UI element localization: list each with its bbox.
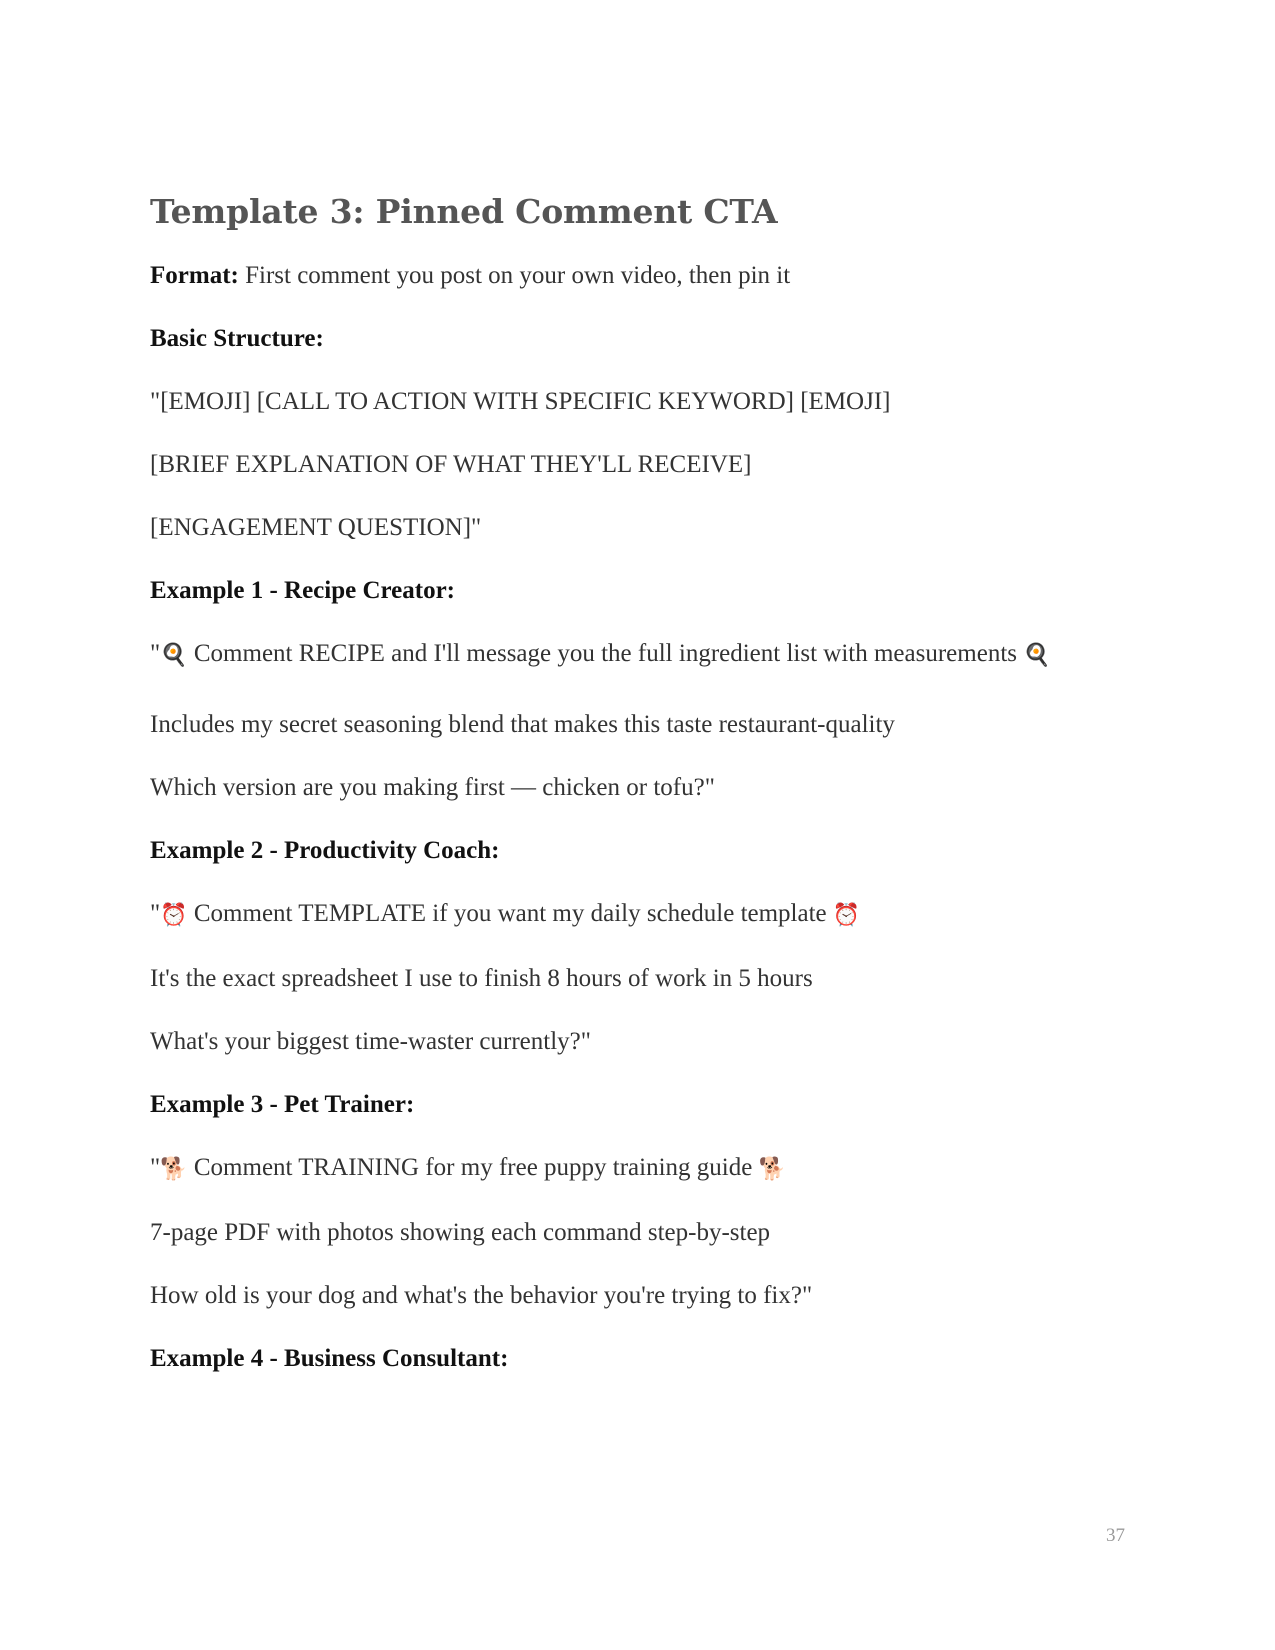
quote-mark: " bbox=[150, 640, 161, 667]
structure-line-question: [ENGAGEMENT QUESTION]" bbox=[150, 514, 482, 541]
example-1-question: Which version are you making first — chicken or tofu?" bbox=[150, 774, 715, 801]
example-1-detail: Includes my secret seasoning blend that makes this taste restaurant-quality bbox=[150, 711, 895, 738]
page-number: 37 bbox=[1106, 1525, 1125, 1546]
frying-pan-icon: 🍳 bbox=[160, 643, 188, 668]
example-3-detail: 7-page PDF with photos showing each command step-by-step bbox=[150, 1219, 771, 1246]
format-text: First comment you post on your own video, then pin it bbox=[238, 262, 791, 289]
dog-icon: 🐕 bbox=[758, 1157, 786, 1182]
basic-structure-heading: Basic Structure: bbox=[150, 325, 324, 352]
example-2-question: What's your biggest time-waster currently?" bbox=[150, 1028, 591, 1055]
document-page bbox=[150, 190, 1125, 1406]
frying-pan-icon: 🍳 bbox=[1023, 643, 1051, 668]
dog-icon: 🐕 bbox=[160, 1157, 188, 1182]
example-4-heading: Example 4 - Business Consultant: bbox=[150, 1345, 509, 1372]
example-1-cta-text: Comment RECIPE and I'll message you the full ingredient list with measurements bbox=[187, 640, 1024, 667]
example-2-detail: It's the exact spreadsheet I use to finish 8 hours of work in 5 hours bbox=[150, 965, 813, 992]
quote-mark: " bbox=[150, 900, 161, 927]
example-2-cta bbox=[150, 898, 1125, 931]
section-title: Template 3: Pinned Comment CTA bbox=[150, 192, 778, 231]
example-2-heading: Example 2 - Productivity Coach: bbox=[150, 837, 500, 864]
structure-line-explanation: [BRIEF EXPLANATION OF WHAT THEY'LL RECEIVE] bbox=[150, 451, 752, 478]
format-line bbox=[150, 260, 1125, 291]
example-3-heading: Example 3 - Pet Trainer: bbox=[150, 1091, 415, 1118]
format-label: Format: bbox=[150, 262, 239, 289]
example-3-cta-text: Comment TRAINING for my free puppy training guide bbox=[187, 1154, 759, 1181]
structure-line-cta: "[EMOJI] [CALL TO ACTION WITH SPECIFIC KEYWORD] [EMOJI] bbox=[150, 388, 891, 415]
alarm-clock-icon: ⏰ bbox=[832, 903, 861, 928]
example-1-cta bbox=[150, 638, 1125, 671]
quote-mark: " bbox=[150, 1154, 161, 1181]
example-3-question: How old is your dog and what's the behavior you're trying to fix?" bbox=[150, 1282, 813, 1309]
example-3-cta bbox=[150, 1152, 1125, 1185]
alarm-clock-icon: ⏰ bbox=[160, 903, 188, 928]
example-2-cta-text: Comment TEMPLATE if you want my daily schedule template bbox=[187, 900, 833, 927]
example-1-heading: Example 1 - Recipe Creator: bbox=[150, 577, 456, 604]
